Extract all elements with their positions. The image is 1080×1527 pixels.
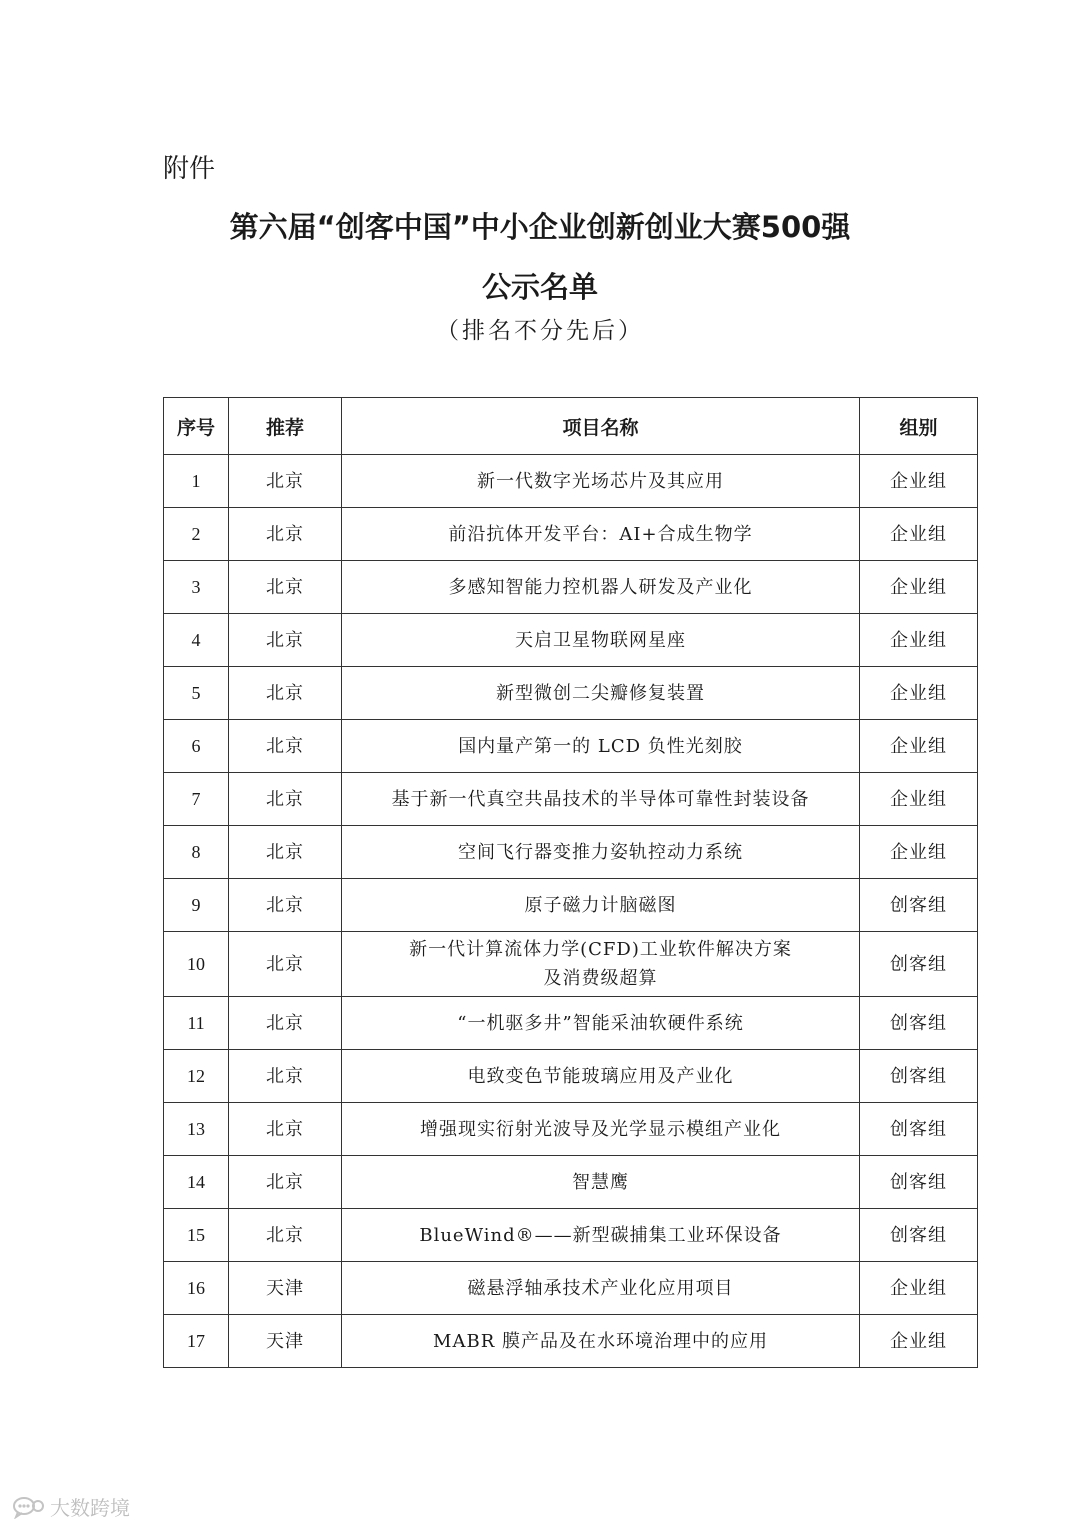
project-name-line: 新一代数字光场芯片及其应用 bbox=[477, 470, 724, 492]
cell-number: 2 bbox=[164, 508, 229, 561]
cell-recommender: 北京 bbox=[229, 720, 342, 773]
table-row bbox=[164, 1209, 978, 1262]
project-name-line: 增强现实衍射光波导及光学显示模组产业化 bbox=[420, 1118, 781, 1140]
cell-recommender: 北京 bbox=[229, 773, 342, 826]
cell-group: 企业组 bbox=[860, 667, 978, 720]
cell-group: 企业组 bbox=[860, 614, 978, 667]
cell-number: 15 bbox=[164, 1209, 229, 1262]
attachment-label: 附件 bbox=[163, 154, 216, 184]
project-name-line: 及消费级超算 bbox=[543, 968, 658, 989]
cell-group: 创客组 bbox=[860, 1103, 978, 1156]
cell-project-name bbox=[342, 1103, 860, 1156]
cell-recommender: 北京 bbox=[229, 614, 342, 667]
cell-project-name bbox=[342, 773, 860, 826]
cell-group: 创客组 bbox=[860, 1050, 978, 1103]
cell-number: 17 bbox=[164, 1315, 229, 1368]
table-row bbox=[164, 561, 978, 614]
header-recommender: 推荐 bbox=[229, 398, 342, 455]
logo-bubble-icon bbox=[12, 1495, 46, 1519]
cell-recommender: 北京 bbox=[229, 455, 342, 508]
cell-recommender: 北京 bbox=[229, 879, 342, 932]
cell-project-name bbox=[342, 455, 860, 508]
cell-recommender: 北京 bbox=[229, 997, 342, 1050]
project-name-line: 智慧鹰 bbox=[572, 1171, 629, 1193]
table-row bbox=[164, 614, 978, 667]
cell-number: 11 bbox=[164, 997, 229, 1050]
cell-project-name bbox=[342, 561, 860, 614]
cell-group: 企业组 bbox=[860, 508, 978, 561]
winners-table bbox=[163, 397, 978, 1368]
cell-group: 企业组 bbox=[860, 1315, 978, 1368]
table-row bbox=[164, 508, 978, 561]
table-row bbox=[164, 1262, 978, 1315]
document-title: 第六届“创客中国”中小企业创新创业大赛500强 bbox=[229, 210, 851, 244]
table-row bbox=[164, 1156, 978, 1209]
cell-number: 13 bbox=[164, 1103, 229, 1156]
project-name-line: 多感知智能力控机器人研发及产业化 bbox=[448, 576, 753, 598]
table-row bbox=[164, 720, 978, 773]
cell-number: 1 bbox=[164, 455, 229, 508]
cell-recommender: 北京 bbox=[229, 561, 342, 614]
cell-project-name bbox=[342, 1209, 860, 1262]
project-name-line: “一机驱多井”智能采油软硬件系统 bbox=[457, 1012, 744, 1034]
table-row bbox=[164, 826, 978, 879]
cell-number: 10 bbox=[164, 932, 229, 997]
table-row bbox=[164, 455, 978, 508]
project-name-line: BlueWind®——新型碳捕集工业环保设备 bbox=[419, 1224, 782, 1246]
cell-number: 4 bbox=[164, 614, 229, 667]
table-body bbox=[164, 455, 978, 1368]
cell-project-name bbox=[342, 720, 860, 773]
cell-group: 企业组 bbox=[860, 826, 978, 879]
cell-project-name bbox=[342, 667, 860, 720]
cell-project-name bbox=[342, 997, 860, 1050]
cell-project-name bbox=[342, 614, 860, 667]
table-row bbox=[164, 997, 978, 1050]
cell-project-name bbox=[342, 1156, 860, 1209]
cell-group: 企业组 bbox=[860, 1262, 978, 1315]
cell-project-name bbox=[342, 1050, 860, 1103]
cell-recommender: 北京 bbox=[229, 826, 342, 879]
header-project-name: 项目名称 bbox=[342, 398, 860, 455]
cell-group: 企业组 bbox=[860, 720, 978, 773]
cell-recommender: 天津 bbox=[229, 1262, 342, 1315]
cell-group: 企业组 bbox=[860, 561, 978, 614]
cell-recommender: 北京 bbox=[229, 1103, 342, 1156]
cell-number: 12 bbox=[164, 1050, 229, 1103]
project-name-line: 天启卫星物联网星座 bbox=[515, 629, 686, 651]
cell-number: 7 bbox=[164, 773, 229, 826]
project-name-line: 新型微创二尖瓣修复装置 bbox=[496, 682, 705, 704]
cell-group: 创客组 bbox=[860, 1209, 978, 1262]
document-subtitle: （排名不分先后） bbox=[436, 318, 644, 344]
cell-number: 6 bbox=[164, 720, 229, 773]
table-row bbox=[164, 667, 978, 720]
cell-number: 8 bbox=[164, 826, 229, 879]
table-row bbox=[164, 1315, 978, 1368]
cell-project-name bbox=[342, 879, 860, 932]
project-name-line: MABR 膜产品及在水环境治理中的应用 bbox=[433, 1330, 768, 1352]
cell-project-name bbox=[342, 932, 860, 997]
cell-recommender: 北京 bbox=[229, 508, 342, 561]
project-name-line: 磁悬浮轴承技术产业化应用项目 bbox=[467, 1277, 734, 1299]
cell-group: 创客组 bbox=[860, 1156, 978, 1209]
cell-number: 14 bbox=[164, 1156, 229, 1209]
cell-number: 16 bbox=[164, 1262, 229, 1315]
header-group: 组别 bbox=[860, 398, 978, 455]
cell-recommender: 北京 bbox=[229, 1156, 342, 1209]
table-row bbox=[164, 932, 978, 997]
table-row bbox=[164, 773, 978, 826]
project-name-line: 前沿抗体开发平台：AI+合成生物学 bbox=[448, 523, 753, 545]
watermark bbox=[12, 1492, 130, 1521]
cell-recommender: 北京 bbox=[229, 1209, 342, 1262]
table-row bbox=[164, 1050, 978, 1103]
header-number: 序号 bbox=[164, 398, 229, 455]
project-name-line: 新一代计算流体力学(CFD)工业软件解决方案 bbox=[409, 939, 792, 960]
cell-recommender: 北京 bbox=[229, 667, 342, 720]
cell-number: 5 bbox=[164, 667, 229, 720]
cell-project-name bbox=[342, 1315, 860, 1368]
cell-recommender: 天津 bbox=[229, 1315, 342, 1368]
project-name-line: 电致变色节能玻璃应用及产业化 bbox=[467, 1065, 734, 1087]
cell-number: 3 bbox=[164, 561, 229, 614]
project-name-line: 基于新一代真空共晶技术的半导体可靠性封装设备 bbox=[391, 788, 810, 810]
cell-recommender: 北京 bbox=[229, 1050, 342, 1103]
project-name-line: 原子磁力计脑磁图 bbox=[524, 894, 677, 916]
cell-group: 企业组 bbox=[860, 773, 978, 826]
project-name-line: 空间飞行器变推力姿轨控动力系统 bbox=[458, 841, 743, 863]
project-name-line: 国内量产第一的 LCD 负性光刻胶 bbox=[458, 735, 743, 757]
cell-number: 9 bbox=[164, 879, 229, 932]
document-title-line2: 公示名单 bbox=[481, 270, 598, 304]
watermark-text: 大数跨境 bbox=[50, 1496, 130, 1520]
cell-project-name bbox=[342, 1262, 860, 1315]
cell-recommender: 北京 bbox=[229, 932, 342, 997]
table-row bbox=[164, 879, 978, 932]
table-row bbox=[164, 1103, 978, 1156]
cell-group: 企业组 bbox=[860, 455, 978, 508]
cell-group: 创客组 bbox=[860, 932, 978, 997]
cell-project-name bbox=[342, 826, 860, 879]
table-header-row bbox=[164, 398, 978, 455]
cell-group: 创客组 bbox=[860, 997, 978, 1050]
cell-project-name bbox=[342, 508, 860, 561]
cell-group: 创客组 bbox=[860, 879, 978, 932]
